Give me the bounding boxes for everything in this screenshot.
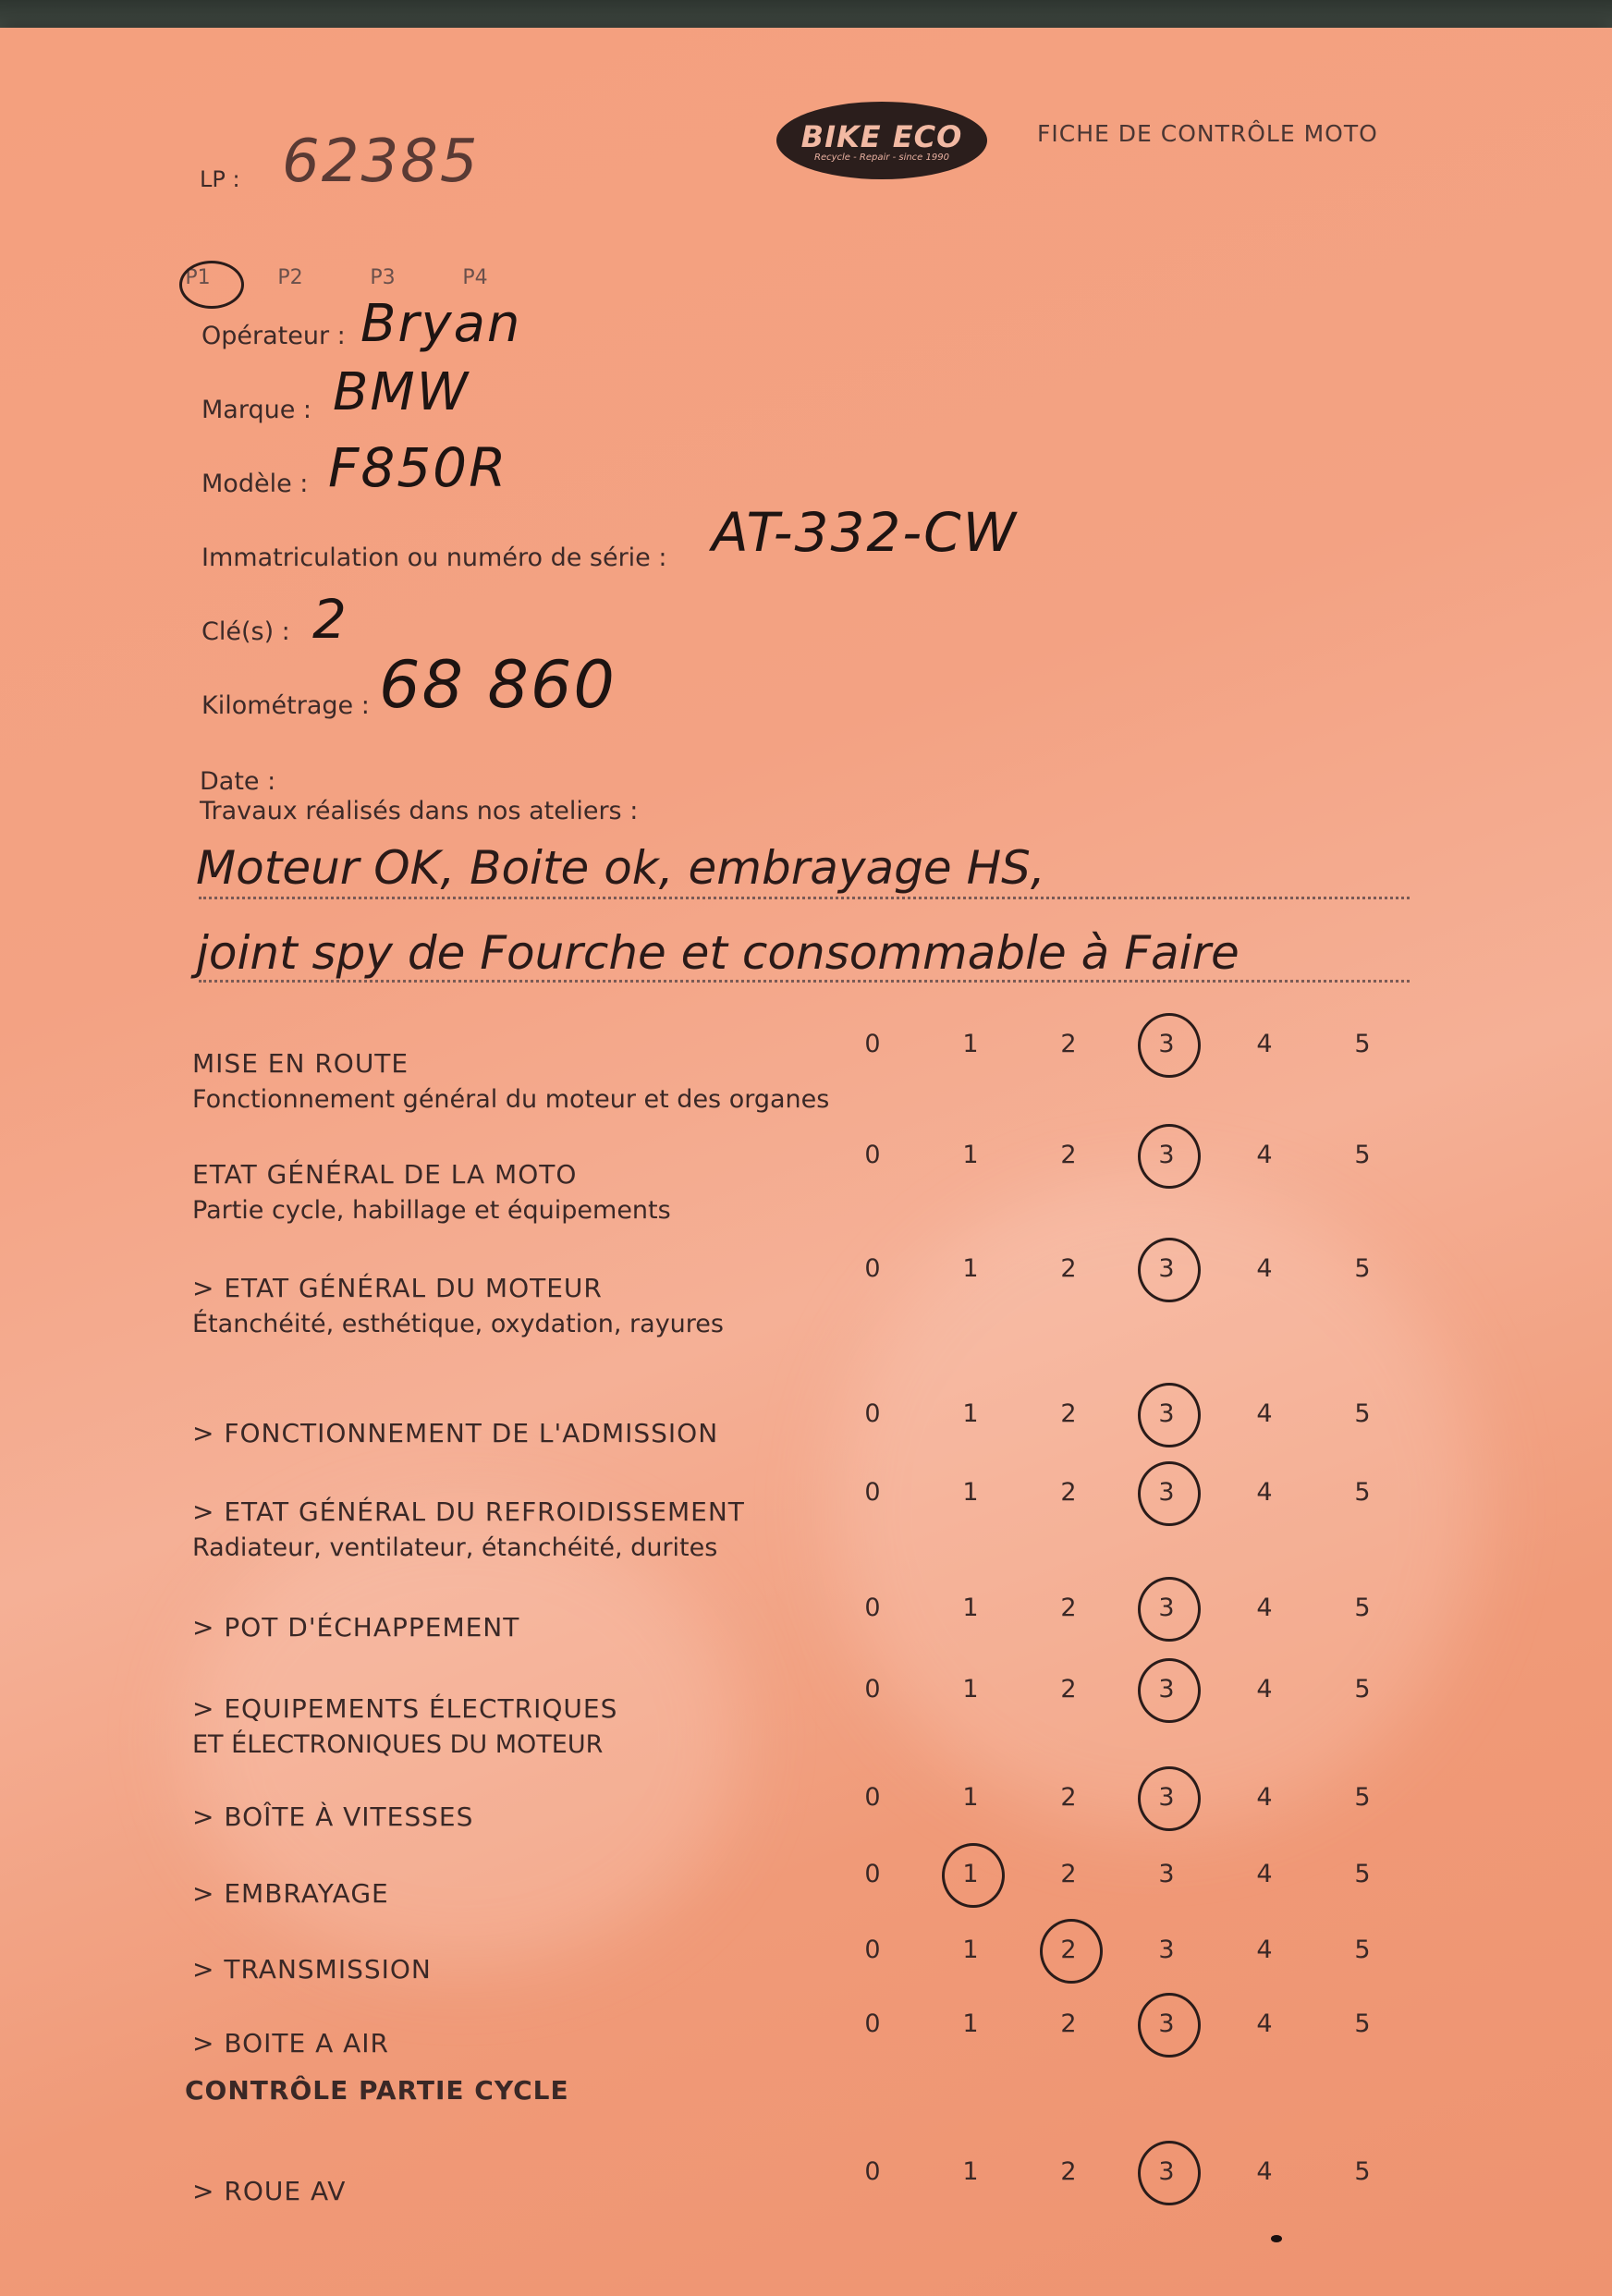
score-option-2: 2 [1060, 1860, 1077, 1888]
works-dotted-line [199, 897, 1410, 899]
row-title: > POT D'ÉCHAPPEMENT [192, 1612, 520, 1643]
score-option-5: 5 [1354, 1399, 1371, 1428]
score-option-4: 4 [1256, 2157, 1273, 2186]
row-title: ETAT GÉNÉRAL DE LA MOTO [192, 1159, 578, 1190]
score-option-5: 5 [1354, 2009, 1371, 2038]
page-p1: P1 [185, 266, 211, 289]
brand-value: BMW [333, 362, 470, 422]
score-option-3: 3 [1158, 1675, 1175, 1704]
score-option-4: 4 [1256, 1936, 1273, 1964]
page-p4: P4 [462, 266, 488, 289]
lp-value: 62385 [282, 128, 480, 196]
score-option-3: 3 [1158, 1141, 1175, 1169]
score-option-4: 4 [1256, 1783, 1273, 1812]
score-option-4: 4 [1256, 1860, 1273, 1888]
keys-value: 2 [312, 588, 348, 651]
lp-label: LP : [200, 166, 240, 192]
date-label: Date : [200, 767, 276, 796]
row-title: > EMBRAYAGE [192, 1878, 389, 1909]
row-title: MISE EN ROUTE [192, 1048, 409, 1079]
score-option-5: 5 [1354, 1478, 1371, 1507]
score-option-3: 3 [1158, 2009, 1175, 2038]
score-option-2: 2 [1060, 2009, 1077, 2038]
brand-label: Marque : [202, 396, 312, 424]
selected-score-circle [1040, 1919, 1103, 1984]
works-line-1: Moteur OK, Boite ok, embrayage HS, [196, 841, 1045, 895]
ink-dot [1271, 2235, 1282, 2242]
row-title: > ETAT GÉNÉRAL DU MOTEUR [192, 1273, 603, 1303]
mileage-label: Kilométrage : [202, 691, 370, 720]
score-option-1: 1 [962, 1675, 979, 1704]
score-option-5: 5 [1354, 2157, 1371, 2186]
works-label: Travaux réalisés dans nos ateliers : [200, 797, 639, 825]
score-option-2: 2 [1060, 1030, 1077, 1058]
score-option-5: 5 [1354, 1254, 1371, 1283]
score-option-1: 1 [962, 2009, 979, 2038]
row-title: > FONCTIONNEMENT DE L'ADMISSION [192, 1418, 719, 1448]
row-subtitle: ET ÉLECTRONIQUES DU MOTEUR [192, 1730, 604, 1759]
selected-score-circle [1138, 1993, 1201, 2058]
score-option-2: 2 [1060, 1141, 1077, 1169]
score-option-1: 1 [962, 1594, 979, 1622]
score-option-2: 2 [1060, 1254, 1077, 1283]
score-option-2: 2 [1060, 1936, 1077, 1964]
score-option-3: 3 [1158, 2157, 1175, 2186]
selected-score-circle [1138, 1461, 1201, 1526]
model-value: F850R [328, 436, 508, 499]
operator-value: Bryan [360, 294, 522, 354]
section-title: CONTRÔLE PARTIE CYCLE [185, 2075, 569, 2106]
selected-score-circle [1138, 1383, 1201, 1447]
score-option-5: 5 [1354, 1030, 1371, 1058]
row-title: > EQUIPEMENTS ÉLECTRIQUES [192, 1693, 618, 1724]
page-p3: P3 [370, 266, 396, 289]
row-title: > TRANSMISSION [192, 1954, 432, 1985]
sheet-title: FICHE DE CONTRÔLE MOTO [1037, 120, 1378, 147]
page-p2: P2 [277, 266, 303, 289]
score-option-2: 2 [1060, 1675, 1077, 1704]
score-option-3: 3 [1158, 1936, 1175, 1964]
score-option-0: 0 [864, 1860, 881, 1888]
model-label: Modèle : [202, 470, 309, 498]
score-option-1: 1 [962, 1860, 979, 1888]
score-option-5: 5 [1354, 1594, 1371, 1622]
score-option-3: 3 [1158, 1399, 1175, 1428]
score-option-0: 0 [864, 1594, 881, 1622]
bike-eco-logo: BIKE ECO Recycle - Repair - since 1990 [776, 102, 987, 179]
score-option-0: 0 [864, 1783, 881, 1812]
score-option-2: 2 [1060, 1594, 1077, 1622]
control-sheet [0, 28, 1612, 2296]
score-option-0: 0 [864, 1399, 881, 1428]
row-subtitle: Fonctionnement général du moteur et des organes [192, 1085, 830, 1114]
score-option-4: 4 [1256, 1141, 1273, 1169]
score-option-3: 3 [1158, 1860, 1175, 1888]
score-option-1: 1 [962, 1478, 979, 1507]
score-option-1: 1 [962, 1254, 979, 1283]
row-subtitle: Étanchéité, esthétique, oxydation, rayures [192, 1310, 724, 1338]
score-option-4: 4 [1256, 1254, 1273, 1283]
score-option-1: 1 [962, 1141, 979, 1169]
score-option-0: 0 [864, 1254, 881, 1283]
row-subtitle: Partie cycle, habillage et équipements [192, 1196, 671, 1225]
score-option-4: 4 [1256, 1675, 1273, 1704]
score-option-1: 1 [962, 1783, 979, 1812]
score-option-4: 4 [1256, 1030, 1273, 1058]
score-option-0: 0 [864, 2009, 881, 2038]
selected-score-circle [1138, 1766, 1201, 1831]
score-option-3: 3 [1158, 1783, 1175, 1812]
score-option-0: 0 [864, 1141, 881, 1169]
score-option-4: 4 [1256, 1399, 1273, 1428]
row-title: > BOÎTE À VITESSES [192, 1801, 474, 1832]
score-option-0: 0 [864, 1030, 881, 1058]
score-option-2: 2 [1060, 2157, 1077, 2186]
score-option-3: 3 [1158, 1594, 1175, 1622]
row-subtitle: Radiateur, ventilateur, étanchéité, durites [192, 1533, 718, 1562]
score-option-1: 1 [962, 1030, 979, 1058]
score-option-0: 0 [864, 2157, 881, 2186]
score-option-0: 0 [864, 1675, 881, 1704]
score-option-4: 4 [1256, 1478, 1273, 1507]
selected-score-circle [1138, 1013, 1201, 1078]
score-option-4: 4 [1256, 2009, 1273, 2038]
selected-score-circle [1138, 2141, 1201, 2205]
score-option-3: 3 [1158, 1478, 1175, 1507]
score-option-2: 2 [1060, 1478, 1077, 1507]
score-option-5: 5 [1354, 1783, 1371, 1812]
score-option-5: 5 [1354, 1141, 1371, 1169]
selected-score-circle [1138, 1238, 1201, 1302]
row-title: > BOITE A AIR [192, 2028, 389, 2058]
score-option-1: 1 [962, 1936, 979, 1964]
score-option-2: 2 [1060, 1783, 1077, 1812]
score-option-5: 5 [1354, 1860, 1371, 1888]
score-option-2: 2 [1060, 1399, 1077, 1428]
works-line-2: joint spy de Fourche et consommable à Faire [196, 926, 1240, 980]
score-option-0: 0 [864, 1936, 881, 1964]
selected-score-circle [942, 1843, 1005, 1908]
mileage-value: 68 860 [379, 647, 617, 723]
score-option-1: 1 [962, 1399, 979, 1428]
row-title: > ETAT GÉNÉRAL DU REFROIDISSEMENT [192, 1496, 745, 1527]
selected-score-circle [1138, 1124, 1201, 1189]
score-option-3: 3 [1158, 1030, 1175, 1058]
selected-page-circle [179, 261, 244, 309]
score-option-4: 4 [1256, 1594, 1273, 1622]
score-option-1: 1 [962, 2157, 979, 2186]
registration-label: Immatriculation ou numéro de série : [202, 543, 667, 572]
score-option-5: 5 [1354, 1675, 1371, 1704]
selected-score-circle [1138, 1658, 1201, 1723]
score-option-0: 0 [864, 1478, 881, 1507]
row-title: > ROUE AV [192, 2176, 347, 2206]
keys-label: Clé(s) : [202, 617, 290, 646]
score-option-3: 3 [1158, 1254, 1175, 1283]
registration-value: AT-332-CW [712, 501, 1019, 564]
operator-label: Opérateur : [202, 322, 346, 350]
score-option-5: 5 [1354, 1936, 1371, 1964]
selected-score-circle [1138, 1577, 1201, 1642]
works-dotted-line [199, 980, 1410, 983]
